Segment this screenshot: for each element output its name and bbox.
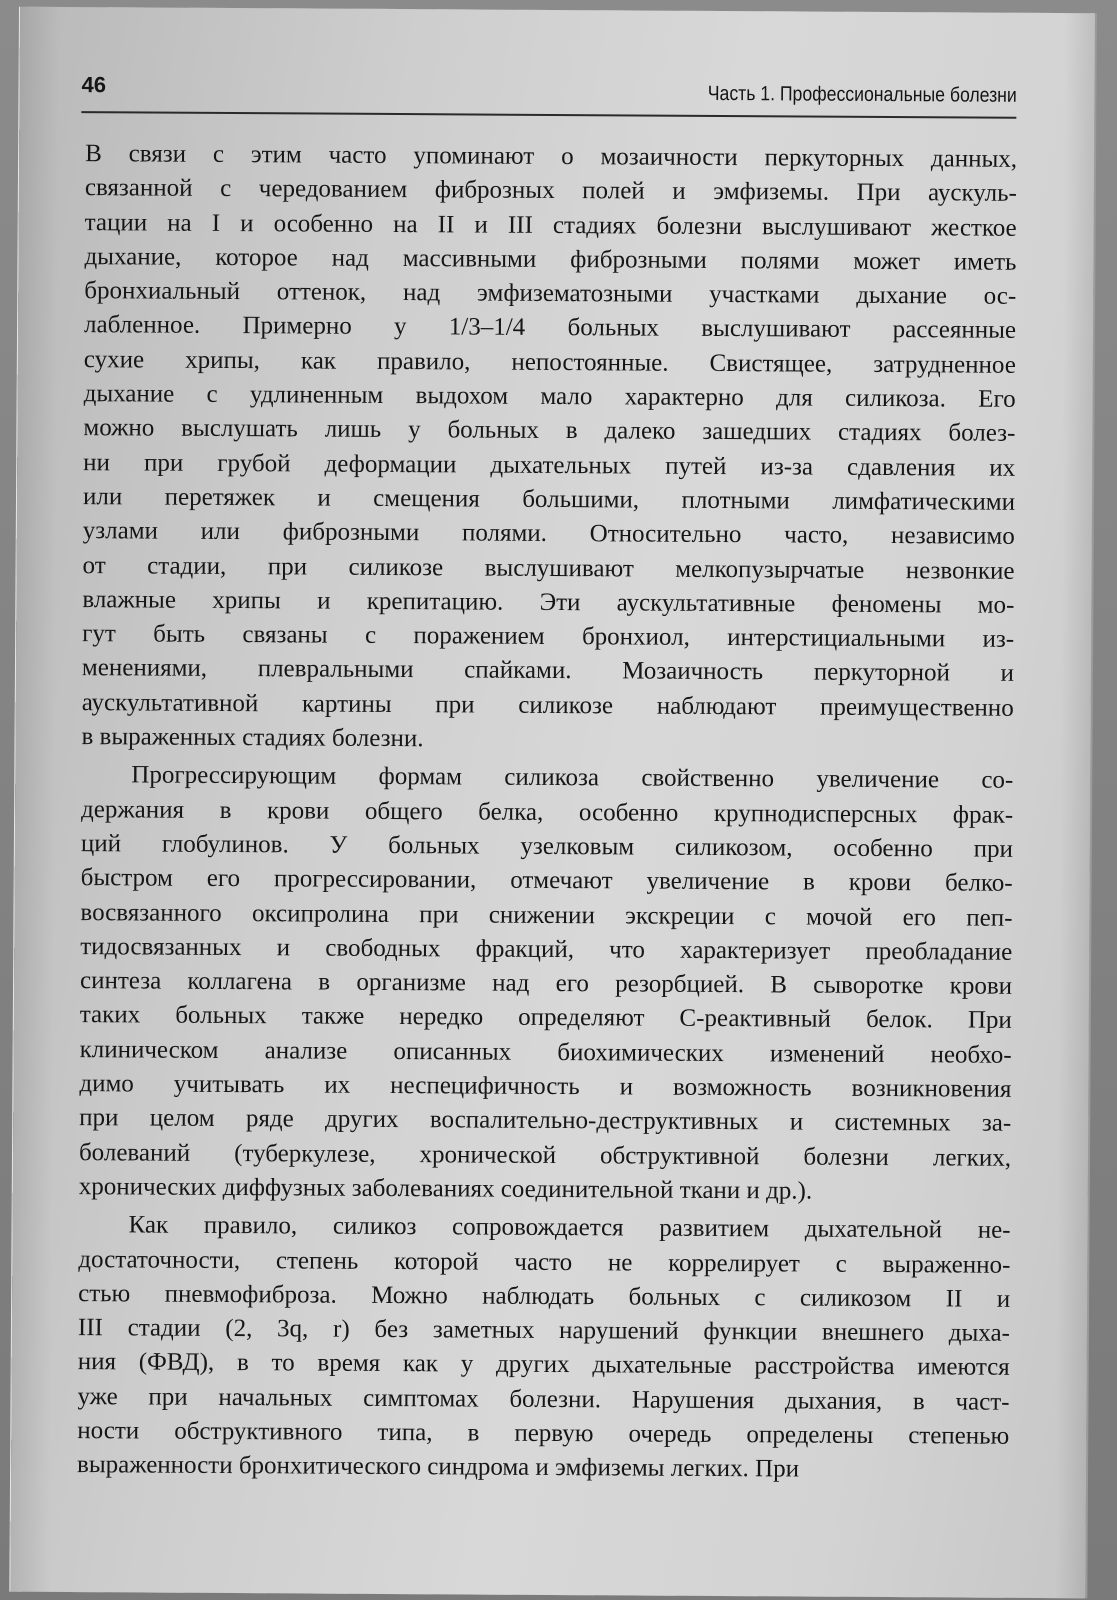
text-line: синтеза коллагена в организме над его резорбцией. В сыворотке крови bbox=[79, 967, 1013, 1000]
text-line: Как правило, силикоз сопровождается развитием дыхательной не- bbox=[128, 1211, 1011, 1244]
text-line: хронических диффузных заболеваниях соединительной ткани и др.). bbox=[78, 1173, 813, 1205]
text-line: от стадии, при силикозе выслушивают мелкопузырчатые незвонкие bbox=[82, 551, 1015, 585]
text-line: связанной с чередованием фиброзных полей и эмфиземы. При аускуль- bbox=[84, 174, 1017, 208]
text-line: менениями, плевральными спайками. Мозаичность перкуторной и bbox=[81, 654, 1015, 688]
text-line: клиническом анализе описанных биохимических изменений необхо- bbox=[79, 1035, 1012, 1069]
text-line: лабленное. Примерно у 1/3–1/4 больных выслушивают рассеянные bbox=[83, 311, 1017, 345]
paragraph bbox=[81, 137, 1017, 760]
text-line: выраженности бронхитического синдрома и эмфиземы легких. При bbox=[77, 1451, 800, 1483]
text-line: Прогрессирующим формам силикоза свойственно увеличение со- bbox=[131, 761, 1014, 795]
text-line: III стадии (2, 3q, r) без заметных нарушений функции внешнего дыха- bbox=[77, 1314, 1011, 1347]
text-line: таких больных также нередко определяют С-реактивный белок. При bbox=[79, 1001, 1012, 1035]
text-line: быстром его прогрессировании, отмечают увеличение в крови белко- bbox=[80, 864, 1013, 898]
text-line: сухие хрипы, как правило, непостоянные. Свистящее, затрудненное bbox=[83, 345, 1016, 379]
text-line: дыхание с удлиненным выдохом мало характерно для силикоза. Его bbox=[83, 380, 1016, 413]
text-line: В связи с этим часто упоминают о мозаичности перкуторных данных, bbox=[85, 140, 1018, 173]
text-line: ни при грубой деформации дыхательных путей из-за сдавления их bbox=[83, 448, 1016, 482]
text-line: ния (ФВД), в то время как у других дыхательные расстройства имеются bbox=[77, 1348, 1010, 1382]
text-line: узлами или фиброзными полями. Относительно часто, независимо bbox=[82, 517, 1015, 551]
text-line: в выраженных стадиях болезни. bbox=[81, 723, 424, 753]
text-line: можно выслушать лишь у больных в далеко зашедших стадиях болез- bbox=[83, 414, 1016, 448]
book-page bbox=[10, 7, 1095, 1599]
text-line: аускультативной картины при силикозе наблюдают преимущественно bbox=[81, 688, 1014, 722]
text-line: ности обструктивного типа, в первую очередь определены степенью bbox=[77, 1417, 1010, 1450]
text-line: или перетяжек и смещения большими, плотными лимфатическими bbox=[82, 483, 1016, 516]
text-line: гут быть связаны с поражением бронхиол, интерстициальными из- bbox=[82, 620, 1015, 653]
text-line: стью пневмофиброза. Можно наблюдать больных с силикозом II и bbox=[78, 1279, 1011, 1313]
text-line: держания в крови общего белка, особенно крупнодисперсных фрак- bbox=[81, 795, 1014, 829]
text-line: уже при начальных симптомах болезни. Нарушения дыхания, в част- bbox=[77, 1382, 1010, 1416]
paragraph bbox=[77, 1208, 1011, 1488]
text-line: бронхиальный оттенок, над эмфизематозными участками дыхание ос- bbox=[84, 277, 1017, 310]
page-shadow-left bbox=[10, 7, 60, 1592]
text-line: тидосвязанных и свободных фракций, что характеризует преобладание bbox=[80, 932, 1013, 966]
text-line: болеваний (туберкулезе, хронической обструктивной болезни легких, bbox=[78, 1138, 1012, 1172]
text-line: восвязанного оксипролина при снижении экскреции с мочой его пеп- bbox=[80, 898, 1013, 932]
text-line: достаточности, степень которой часто не коррелирует с выраженно- bbox=[78, 1245, 1011, 1279]
body-text bbox=[77, 137, 1017, 1488]
text-line: димо учитывать их неспецифичность и возможность возникновения bbox=[79, 1070, 1012, 1103]
text-line: ций глобулинов. У больных узелковым силикозом, особенно при bbox=[80, 830, 1013, 863]
page-number: 46 bbox=[81, 72, 107, 98]
paragraph bbox=[79, 758, 1014, 1210]
text-line: при целом ряде других воспалительно-деструктивных и системных за- bbox=[79, 1104, 1012, 1138]
running-head: Часть 1. Профессиональные болезни bbox=[707, 81, 1017, 107]
text-line: влажные хрипы и крепитацию. Эти аускультативные феномены мо- bbox=[82, 585, 1015, 619]
text-line: тации на I и особенно на II и III стадиях болезни выслушивают жесткое bbox=[84, 208, 1017, 242]
text-line: дыхание, которое над массивными фиброзными полями может иметь bbox=[84, 243, 1017, 276]
